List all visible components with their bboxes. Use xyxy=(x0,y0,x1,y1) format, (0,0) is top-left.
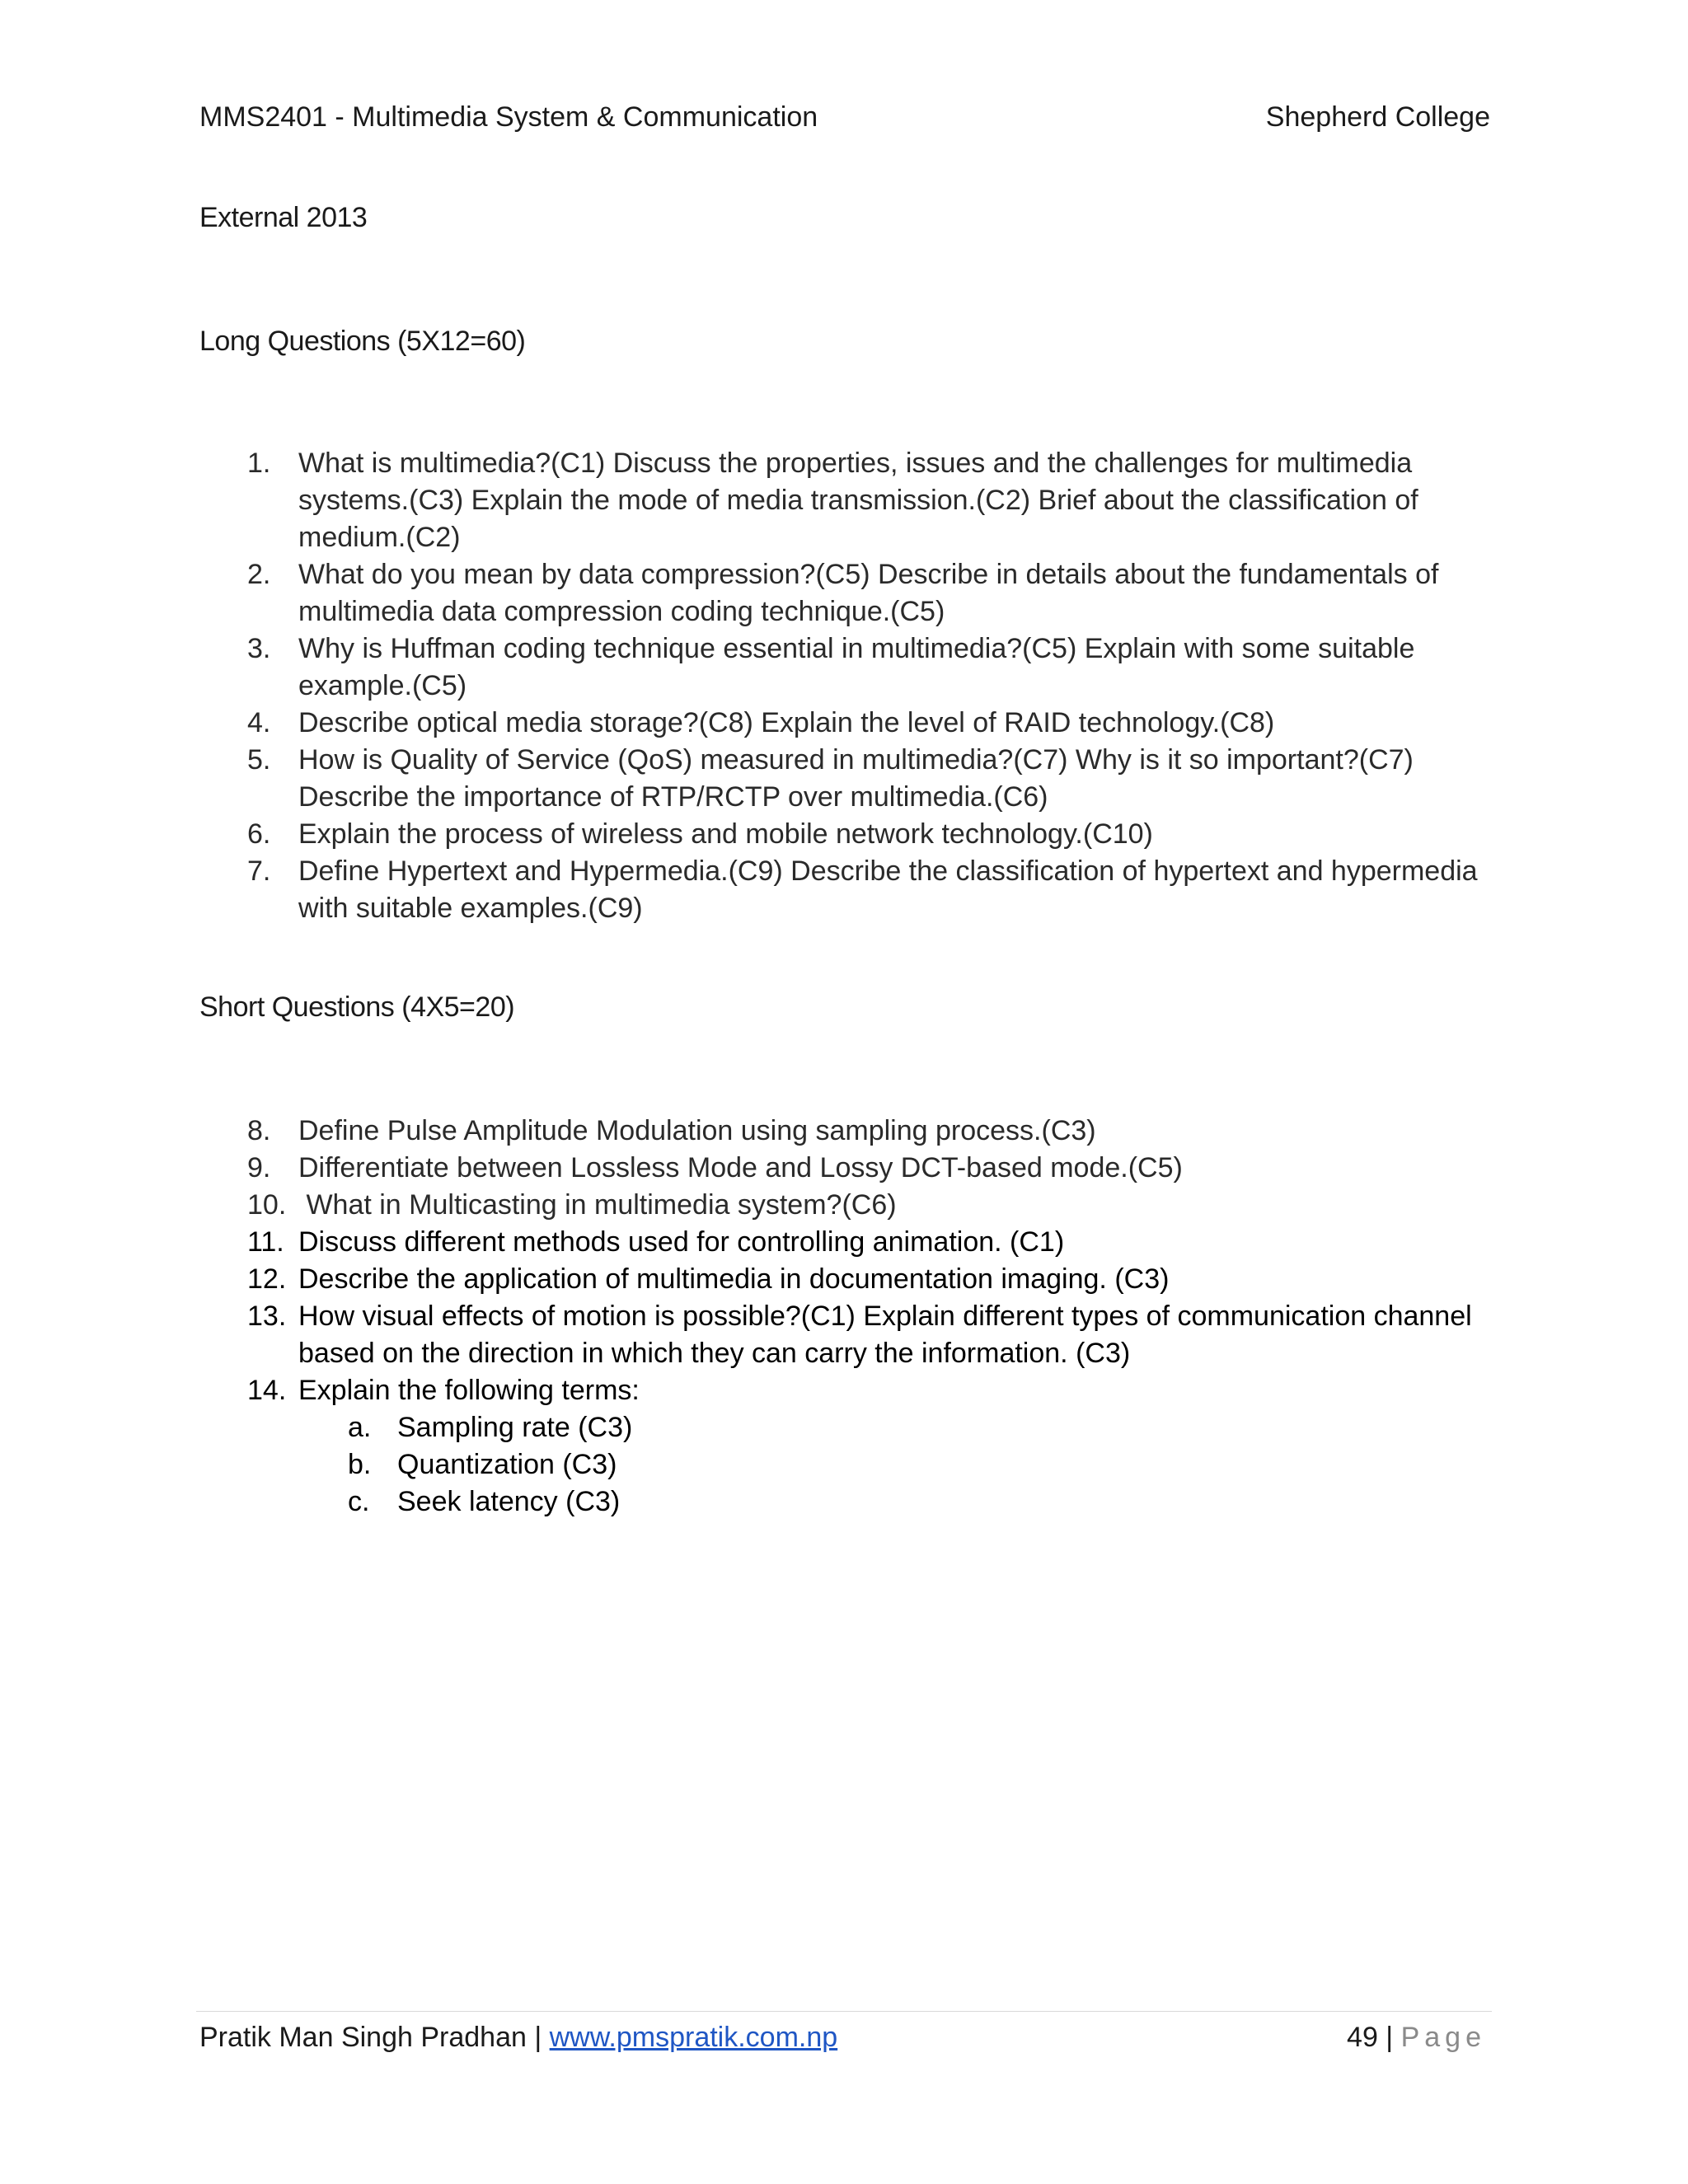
question-text: Why is Huffman coding technique essential in multimedia?(C5) Explain with some suitable example.(C5) xyxy=(298,633,1415,701)
list-item xyxy=(247,1113,1484,1150)
footer-page-number xyxy=(1347,2018,1486,2057)
sub-item-text: Sampling rate (C3) xyxy=(397,1412,633,1443)
question-number: 3. xyxy=(247,633,271,664)
header-college-name: Shepherd College xyxy=(1265,101,1490,133)
question-text: Define Hypertext and Hypermedia.(C9) Describe the classification of hypertext and hypermedia with suitable examples.(C9) xyxy=(298,855,1478,924)
footer-website-link[interactable]: www.pmspratik.com.np xyxy=(549,2022,838,2053)
question-text: How visual effects of motion is possible?(C1) Explain different types of communication channel based on the direction in which they can carry the information. (C3) xyxy=(298,1301,1472,1369)
question-text: What do you mean by data compression?(C5) Describe in details about the fundamentals of multimedia data compression coding technique.(C5) xyxy=(298,559,1439,627)
long-questions-heading: Long Questions (5X12=60) xyxy=(199,326,526,357)
list-item xyxy=(247,1261,1484,1298)
list-item xyxy=(247,853,1484,927)
question-number: 4. xyxy=(247,707,271,738)
list-item xyxy=(247,705,1484,742)
question-text: Discuss different methods used for controlling animation. (C1) xyxy=(298,1226,1065,1258)
sub-list-item xyxy=(348,1483,1484,1521)
short-questions-list xyxy=(247,1113,1484,1521)
question-number: 5. xyxy=(247,744,271,776)
list-item xyxy=(247,1372,1484,1521)
footer-divider xyxy=(196,2011,1492,2012)
list-item xyxy=(247,816,1484,853)
question-number: 9. xyxy=(247,1152,271,1183)
list-item xyxy=(247,1298,1484,1372)
question-text: Define Pulse Amplitude Modulation using sampling process.(C3) xyxy=(298,1115,1096,1146)
page-number: 49 | xyxy=(1347,2022,1401,2053)
question-number: 1. xyxy=(247,448,271,479)
question-text: What is multimedia?(C1) Discuss the properties, issues and the challenges for multimedia systems.(C3) Explain the mode of media transmission.(C2) Brief about the classification of medium.(C2) xyxy=(298,448,1418,553)
question-text: Describe optical media storage?(C8) Explain the level of RAID technology.(C8) xyxy=(298,707,1275,738)
page-word: Page xyxy=(1400,2022,1486,2053)
question-number: 13. xyxy=(247,1301,287,1332)
question-number: 2. xyxy=(247,559,271,590)
sub-item-letter: b. xyxy=(348,1449,372,1480)
question-text: Describe the application of multimedia in documentation imaging. (C3) xyxy=(298,1263,1170,1295)
footer-author-line xyxy=(199,2018,837,2057)
question-number: 7. xyxy=(247,855,271,887)
question-number: 11. xyxy=(247,1226,284,1258)
short-questions-heading: Short Questions (4X5=20) xyxy=(199,991,515,1023)
sub-items-list xyxy=(348,1409,1484,1521)
list-item xyxy=(247,742,1484,816)
footer-author: Pratik Man Singh Pradhan | xyxy=(199,2022,550,2053)
question-number: 14. xyxy=(247,1375,287,1406)
list-item xyxy=(247,1187,1484,1224)
long-questions-list xyxy=(247,445,1484,927)
question-text: What in Multicasting in multimedia system?(C6) xyxy=(298,1189,897,1221)
question-number: 8. xyxy=(247,1115,271,1146)
question-text: How is Quality of Service (QoS) measured in multimedia?(C7) Why is it so important?(C7) Describe the importance of RTP/RCTP over multimedia.(C6) xyxy=(298,744,1414,813)
sub-item-text: Seek latency (C3) xyxy=(397,1486,621,1517)
sub-list-item xyxy=(348,1409,1484,1446)
question-number: 12. xyxy=(247,1263,287,1295)
sub-item-text: Quantization (C3) xyxy=(397,1449,617,1480)
question-number: 6. xyxy=(247,818,271,850)
question-text: Explain the following terms: xyxy=(298,1375,640,1406)
sub-item-letter: a. xyxy=(348,1412,372,1443)
sub-list-item xyxy=(348,1446,1484,1483)
list-item xyxy=(247,1224,1484,1261)
exam-title: External 2013 xyxy=(199,202,368,233)
list-item xyxy=(247,445,1484,556)
list-item xyxy=(247,556,1484,630)
list-item xyxy=(247,1150,1484,1187)
sub-item-letter: c. xyxy=(348,1486,370,1517)
question-text: Differentiate between Lossless Mode and Lossy DCT-based mode.(C5) xyxy=(298,1152,1183,1183)
question-text: Explain the process of wireless and mobile network technology.(C10) xyxy=(298,818,1153,850)
question-number: 10. xyxy=(247,1189,287,1221)
header-course-title: MMS2401 - Multimedia System & Communication xyxy=(199,101,818,133)
list-item xyxy=(247,630,1484,705)
